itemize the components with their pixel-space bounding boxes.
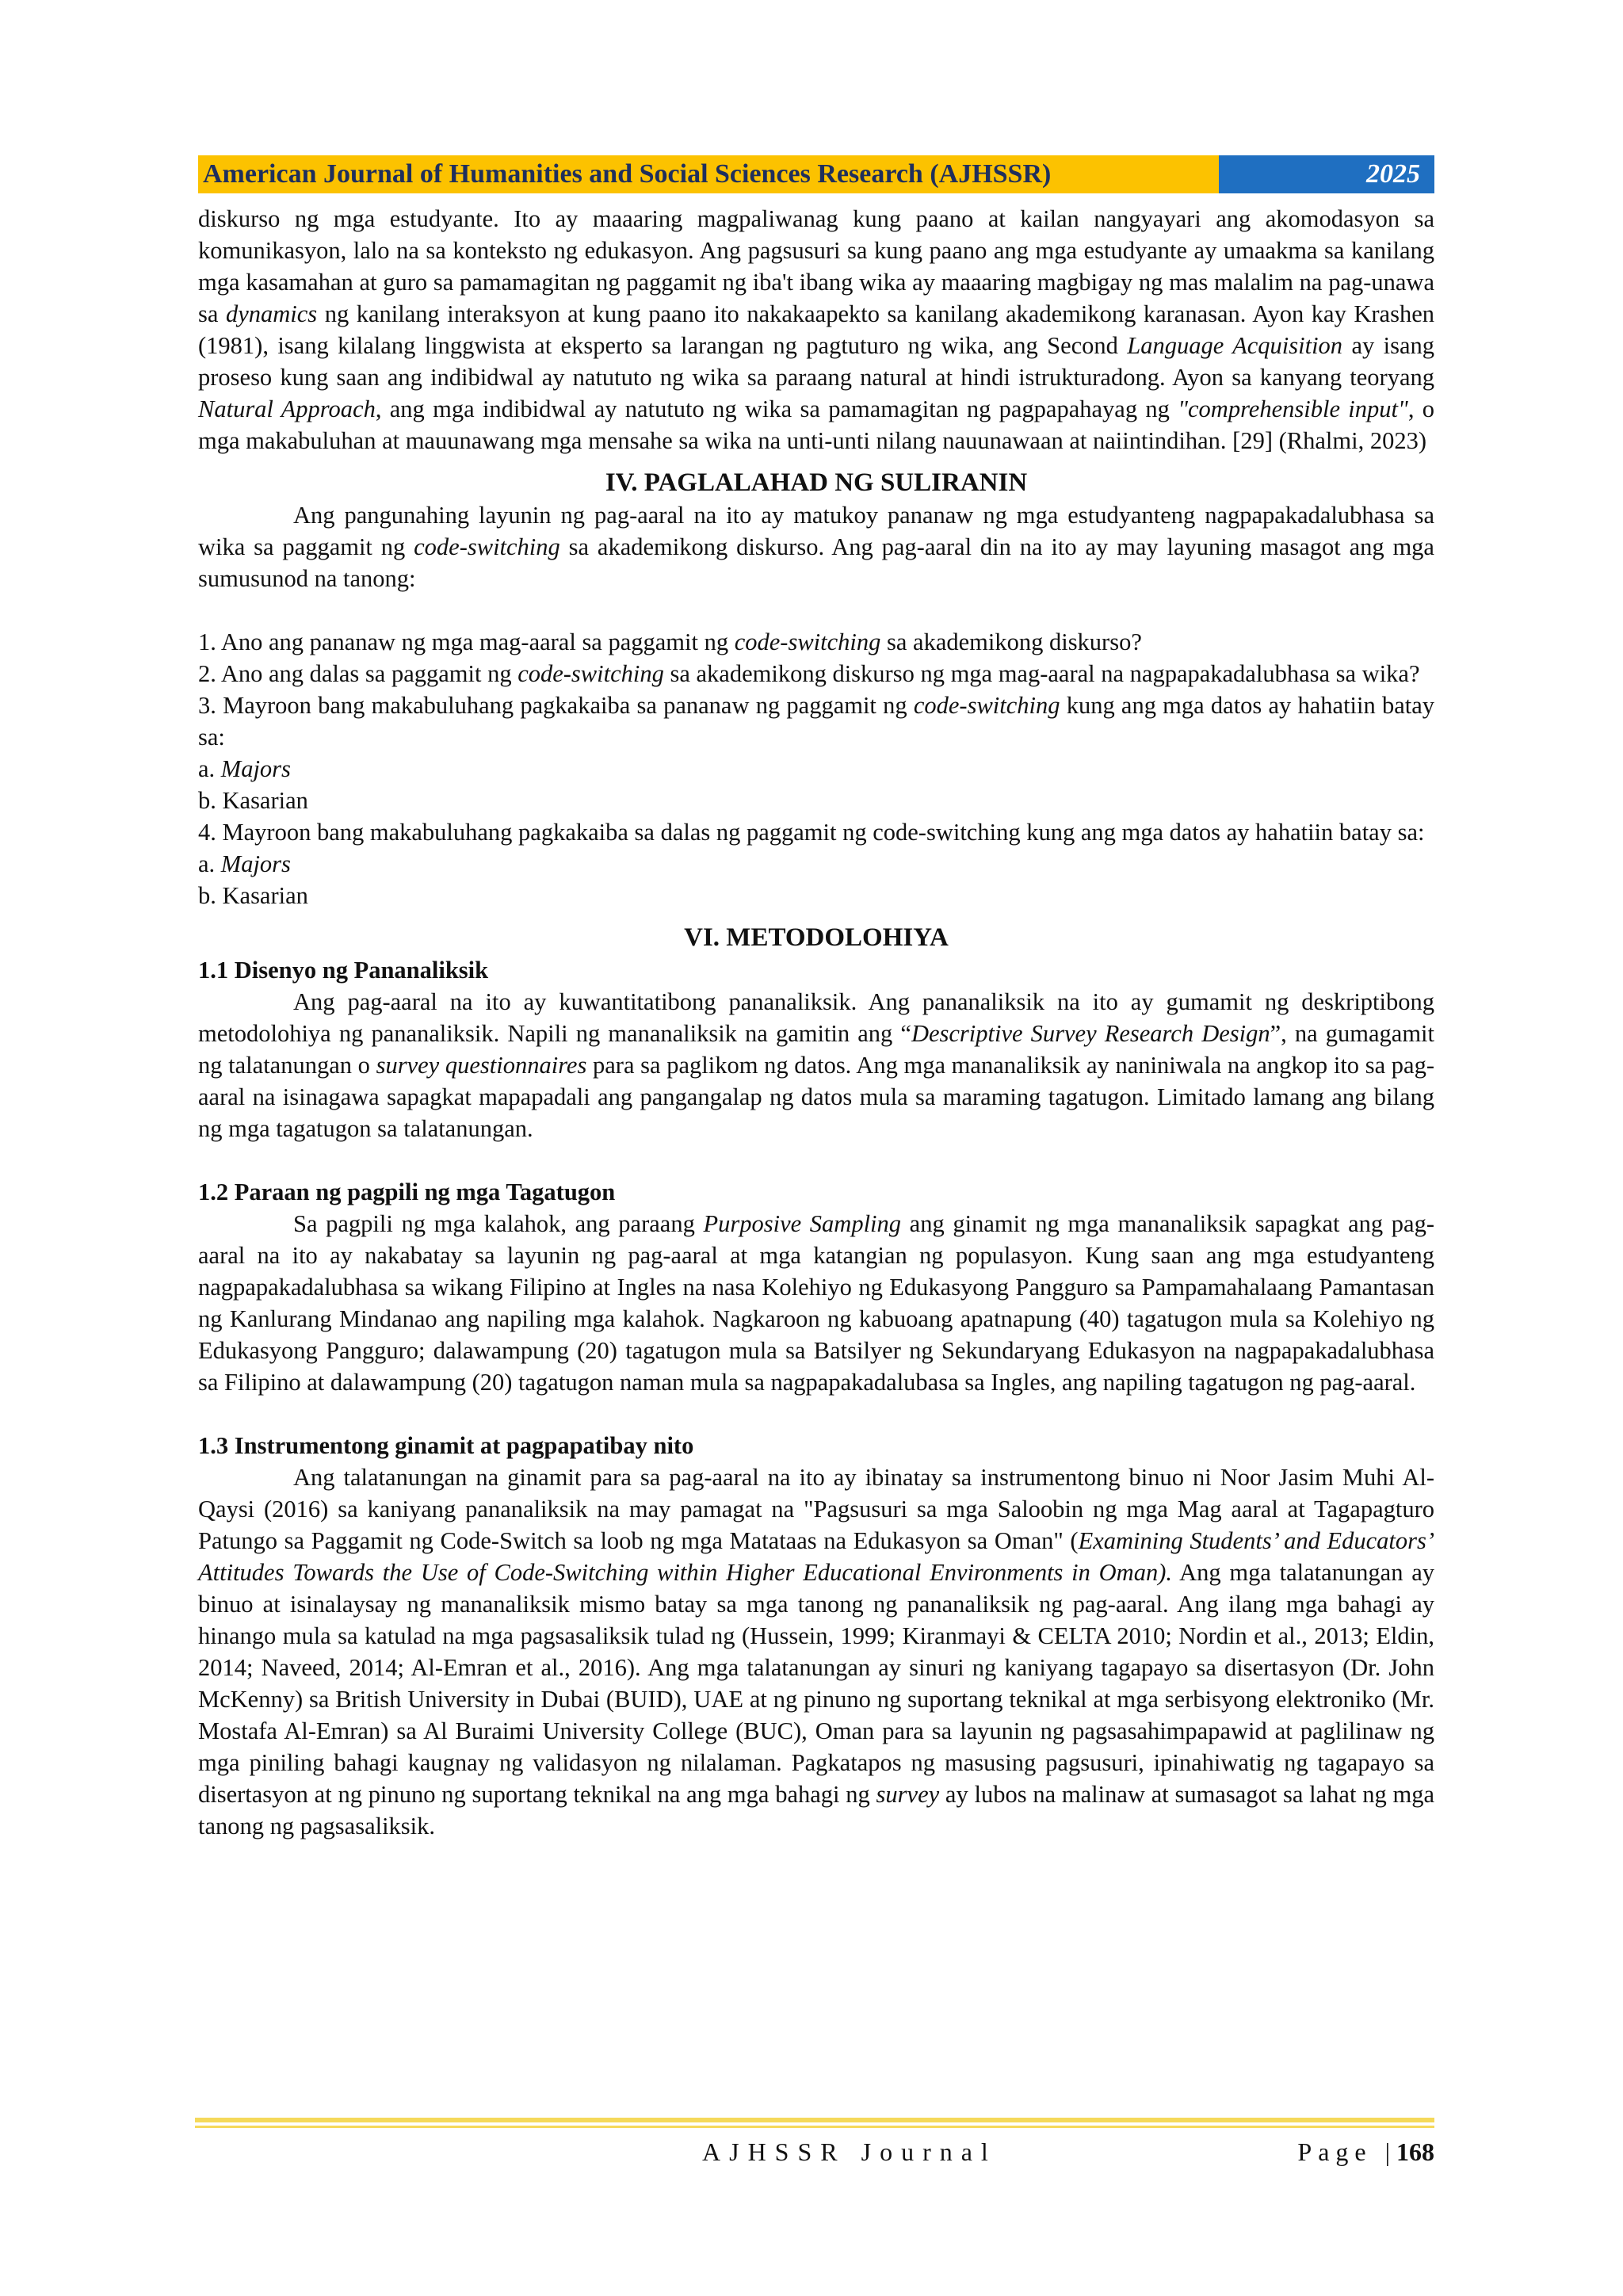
- text-run: b. Kasarian: [198, 882, 308, 909]
- text-run: Ang mga talatanungan ay binuo at isinalaysay ng mananaliksik mismo batay sa mga tanong ng pananaliksik ng pag-aaral. Ang ilang mga bahagi ay hinango mula sa katulad na mga pagsasaliksik tulad ng (Hussein, 1999; Kiranmayi & CELTA 2010; Nordin et al., 2013; Eldin, 2014; Naveed, 2014; Al-Emran et al., 2016). Ang mga talatanungan ay sinuri ng kaniyang tagapayo sa disertasyon (Dr. John McKenny) sa British University in Dubai (BUID), UAE at ng pinuno ng suportang teknikal at mga serbisyong elektroniko (Mr. Mostafa Al-Emran) sa Al Buraimi University College (BUC), Oman para sa layunin ng pagsasahimpapawid at paglilinaw ng mga piniling bahagi kaugnay ng validasyon ng nilalaman. Pagkatapos ng masusing pagsusuri, ipinahiwatig ng tagapayo sa disertasyon at ng pinuno ng suportang teknikal na ang mga bahagi ng: [198, 1559, 1434, 1808]
- text-run: sa akademikong diskurso. Ang pag-aaral din na ito ay may layuning masagot ang mga sumusunod na tanong:: [198, 533, 1434, 592]
- footer-page-number: [1297, 2137, 1434, 2167]
- text-run: ng kanilang interaksyon at kung paano ito nakakaapekto sa kanilang akademikong karanasan. Ayon kay Krashen (1981), isang kilalang linggwista at eksperto sa larangan ng pagtuturo ng wika, ang Second: [198, 300, 1434, 359]
- subsection-1-3-paragraph: [198, 1461, 1434, 1842]
- italic-text: code-switching: [734, 628, 881, 655]
- list-item: [198, 753, 1434, 785]
- journal-title: American Journal of Humanities and Social Sciences Research (AJHSSR): [198, 155, 1219, 193]
- text-run: kung ang mga datos ay hahatiin batay sa:: [198, 692, 1435, 751]
- spacer: [198, 1144, 1434, 1176]
- text-run: 2. Ano ang dalas sa paggamit ng: [198, 660, 518, 687]
- italic-text: survey questionnaires: [376, 1052, 587, 1079]
- italic-text: code-switching: [913, 692, 1060, 719]
- italic-text: Majors: [220, 755, 291, 782]
- spacer: [198, 1398, 1434, 1430]
- italic-text: Descriptive Survey Research Design: [911, 1020, 1270, 1047]
- text-run: Ang pag-aaral na ito ay kuwantitatibong pananaliksik. Ang pananaliksik na ito ay gumamit ng deskriptibong metodolohiya ng pananaliksik. Napili ng mananaliksik na gamitin ang “: [198, 988, 1434, 1047]
- italic-text: Majors: [220, 850, 291, 877]
- subsection-title-1-2: 1.2 Paraan ng pagpili ng mga Tagatugon: [198, 1179, 616, 1205]
- list-item: [198, 880, 1434, 911]
- article-body: [198, 203, 1434, 1842]
- text-run: b. Kasarian: [198, 787, 308, 814]
- list-item: [198, 816, 1434, 848]
- italic-text: Natural Approach: [198, 395, 376, 422]
- italic-text: Purposive Sampling: [703, 1210, 902, 1237]
- intro-paragraph: [198, 203, 1434, 457]
- text-run: 3. Mayroon bang makabuluhang pagkakaiba sa pananaw ng paggamit ng: [198, 692, 914, 719]
- text-run: para sa paglikom ng datos. Ang mga mananaliksik ay naniniwala na angkop ito sa pag-aaral na isinagawa sapagkat mapapadali ang pangangalap ng datos mula sa maraming tagatugon. Limitado lamang ang bilang ng mga tagatugon sa talatanungan.: [198, 1052, 1434, 1142]
- italic-text: Examining Students’ and Educators’ Attitudes Towards the Use of Code-Switching within Higher Educational Environments in Oman).: [198, 1527, 1434, 1586]
- journal-header: [198, 155, 1434, 193]
- text-run: 1. Ano ang pananaw ng mga mag-aaral sa paggamit ng: [198, 628, 735, 655]
- text-run: sa akademikong diskurso ng mga mag-aaral na nagpapakadalubhasa sa wika?: [663, 660, 1420, 687]
- text-run: 4. Mayroon bang makabuluhang pagkakaiba sa dalas ng paggamit ng code-switching kung ang mga datos ay hahatiin batay sa:: [198, 819, 1425, 846]
- section-iv-paragraph: [198, 499, 1434, 594]
- list-item: [198, 658, 1434, 690]
- text-run: ”, na gumagamit ng talatanungan o: [198, 1020, 1435, 1079]
- research-questions: [198, 626, 1434, 911]
- list-item: [198, 785, 1434, 816]
- text-run: , o mga makabuluhan at mauunawang mga mensahe sa wika na unti-unti nilang nauunawaan at naiintindihan. [29] (Rhalmi, 2023): [198, 395, 1434, 454]
- subsection-1-1-paragraph: [198, 986, 1434, 1144]
- text-run: sa akademikong diskurso?: [880, 628, 1142, 655]
- text-run: a.: [198, 755, 221, 782]
- text-run: a.: [198, 850, 221, 877]
- text-run: ang ginamit ng mga mananaliksik sapagkat ang pag-aaral na ito ay nakabatay sa layunin ng pag-aaral at mga katangian ng populasyon. Kung saan ang mga estudyanteng nagpapakadalubhasa sa wikang Filipino at Ingles na nasa Kolehiyo ng Edukasyong Pangguro sa Pampamahalaang Pamantasan ng Kanlurang Mindanao ang napiling mga kalahok. Nagkaroon ng kabuoang apatnapung (40) tagatugon mula sa Kolehiyo ng Edukasyong Pangguro; dalawampung (20) tagatugon mula sa Batsilyer ng Sekundaryang Edukasyon na nagpapakadalubhasa sa Filipino at dalawampung (20) tagatugon naman mula sa nagpapakadalubasa sa Ingles, ang napiling tagatugon ng pag-aaral.: [198, 1210, 1434, 1396]
- text-run: Sa pagpili ng mga kalahok, ang paraang: [293, 1210, 704, 1237]
- footer-row: [195, 2134, 1434, 2174]
- italic-text: dynamics: [225, 300, 318, 327]
- page-footer: [195, 2118, 1434, 2174]
- italic-text: Language Acquisition: [1127, 332, 1343, 359]
- footer-page-label: Page |: [1297, 2137, 1396, 2166]
- section-heading-vi: VI. METODOLOHIYA: [684, 923, 949, 952]
- italic-text: "comprehensible input": [1178, 395, 1408, 422]
- section-heading-iv: IV. PAGLALAHAD NG SULIRANIN: [605, 468, 1028, 497]
- subsection-title-1-1: 1.1 Disenyo ng Pananaliksik: [198, 957, 489, 984]
- text-run: Ang talatanungan na ginamit para sa pag-aaral na ito ay ibinatay sa instrumentong binuo ni Noor Jasim Muhi Al-Qaysi (2016) sa kaniyang pananaliksik na may pamagat na "Pagsusuri sa mga Saloobin ng mga Mag aaral at Tagapagturo Patungo sa Paggamit ng Code-Switch sa loob ng mga Matataas na Edukasyon sa Oman" (: [198, 1464, 1434, 1554]
- journal-year: 2025: [1219, 155, 1434, 193]
- italic-text: code-switching: [517, 660, 664, 687]
- list-item: [198, 690, 1434, 753]
- text-run: ay lubos na malinaw at sumasagot sa lahat ng mga tanong ng pagsasaliksik.: [198, 1781, 1434, 1839]
- text-run: , ang mga indibidwal ay natututo ng wika sa pamamagitan ng pagpapahayag ng: [375, 395, 1178, 422]
- italic-text: code-switching: [414, 533, 560, 560]
- italic-text: survey: [876, 1781, 940, 1808]
- footer-rule-thin: [195, 2126, 1434, 2128]
- subsection-title-1-3: 1.3 Instrumentong ginamit at pagpapatibay nito: [198, 1432, 694, 1459]
- spacer: [198, 594, 1434, 626]
- list-item: [198, 626, 1434, 658]
- page-number: 168: [1396, 2137, 1434, 2166]
- footer-rule: [195, 2118, 1434, 2122]
- text-run: diskurso ng mga estudyante. Ito ay maaaring magpaliwanag kung paano at kailan nangyayari ang akomodasyon sa komunikasyon, lalo na sa konteksto ng edukasyon. Ang pagsusuri sa kung paano ang mga estudyante ay umaakma sa kanilang mga kasamahan at guro sa pamamagitan ng paggamit ng iba't ibang wika ay maaaring magbigay ng mas malalim na pag-unawa sa: [198, 205, 1434, 327]
- footer-journal-name: AJHSSR Journal: [702, 2137, 997, 2166]
- subsection-1-2-paragraph: [198, 1208, 1434, 1398]
- text-run: Ang pangunahing layunin ng pag-aaral na ito ay matukoy pananaw ng mga estudyanteng nagpapakadalubhasa sa wika sa paggamit ng: [198, 502, 1434, 560]
- text-run: ay isang proseso kung saan ang indibidwal ay natututo ng wika sa paraang natural at hindi istrukturadong. Ayon sa kanyang teoryang: [198, 332, 1434, 391]
- page: [198, 155, 1434, 1842]
- list-item: [198, 848, 1434, 880]
